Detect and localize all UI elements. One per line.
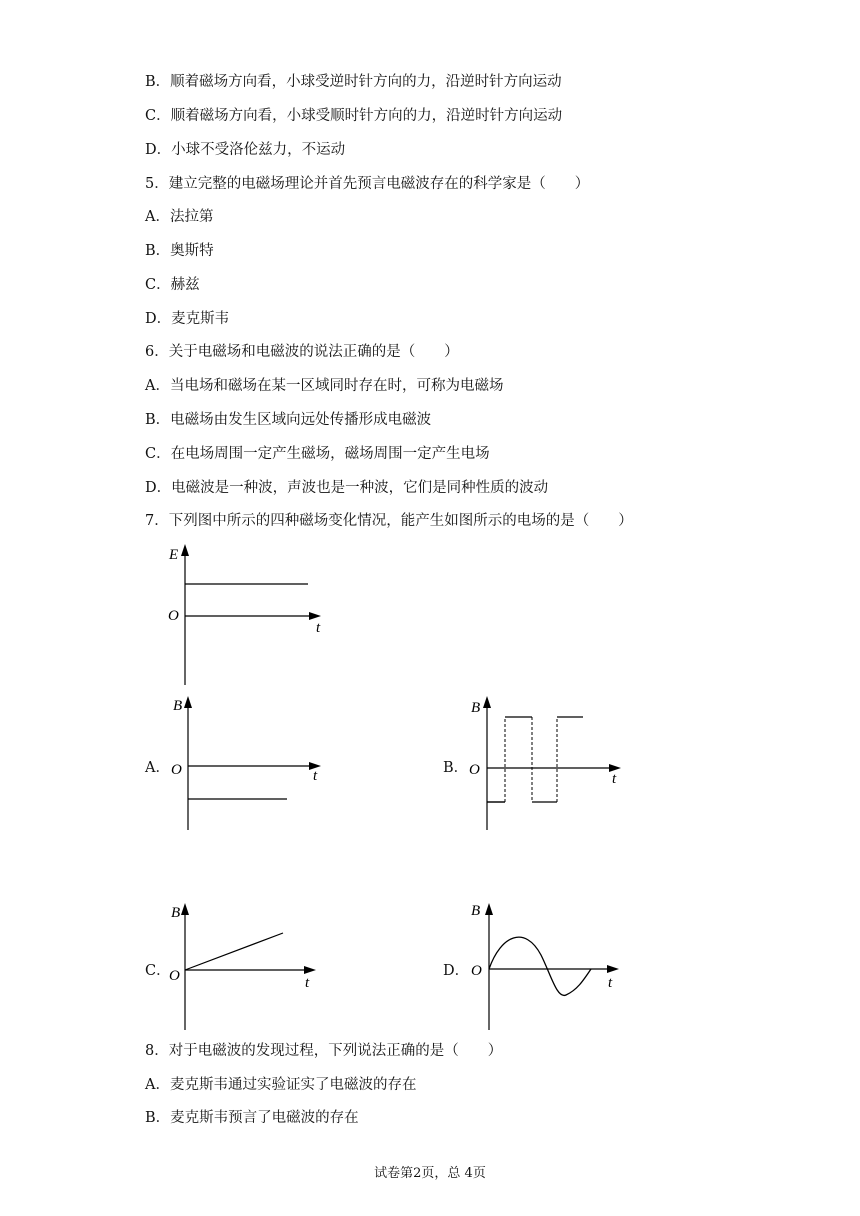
x-axis-label: t xyxy=(608,975,613,991)
y-arrow xyxy=(181,544,189,556)
option-a-label: A． xyxy=(145,760,170,776)
q6-stem: 6．关于电磁场和电磁波的说法正确的是（ ） xyxy=(145,344,459,360)
origin-label: O xyxy=(171,762,182,778)
y-axis-label: B xyxy=(471,903,481,919)
y-axis-label: B xyxy=(173,698,183,714)
option-d-graph xyxy=(465,895,635,1035)
q8-stem: 8．对于电磁波的发现过程，下列说法正确的是（ ） xyxy=(145,1043,503,1059)
x-axis-label: t xyxy=(316,620,321,636)
q4-option-d: D．小球不受洛伦兹力，不运动 xyxy=(145,142,346,158)
option-c-graph xyxy=(165,895,335,1035)
option-a-graph xyxy=(165,690,335,835)
page-footer: 试卷第2页，总 4页 xyxy=(374,1166,486,1181)
q6-option-b: B．电磁场由发生区域向远处传播形成电磁波 xyxy=(145,412,432,428)
x-axis-label: t xyxy=(305,975,310,991)
x-arrow xyxy=(309,612,321,620)
origin-label: O xyxy=(469,762,480,778)
q5-option-d: D．麦克斯韦 xyxy=(145,311,230,327)
q6-option-d: D．电磁波是一种波，声波也是一种波，它们是同种性质的波动 xyxy=(145,480,549,496)
y-axis-label: E xyxy=(169,547,179,563)
y-axis-label: B xyxy=(471,700,481,716)
q5-stem: 5．建立完整的电磁场理论并首先预言电磁波存在的科学家是（ ） xyxy=(145,176,590,192)
q6-option-c: C．在电场周围一定产生磁场，磁场周围一定产生电场 xyxy=(145,446,490,462)
b-increasing-line xyxy=(185,933,283,970)
x-axis-label: t xyxy=(313,768,318,784)
q5-option-a: A．法拉第 xyxy=(145,209,214,225)
option-b-graph xyxy=(465,690,635,835)
q5-option-c: C．赫兹 xyxy=(145,277,200,293)
y-axis-label: B xyxy=(171,905,181,921)
origin-label: O xyxy=(169,968,180,984)
x-axis-label: t xyxy=(612,771,617,787)
q7-stem: 7．下列图中所示的四种磁场变化情况，能产生如图所示的电场的是（ ） xyxy=(145,513,633,529)
q8-option-a: A．麦克斯韦通过实验证实了电磁波的存在 xyxy=(145,1077,417,1093)
option-c-label: C． xyxy=(145,963,171,979)
q5-option-b: B．奥斯特 xyxy=(145,243,214,259)
q4-option-c: C．顺着磁场方向看，小球受顺时针方向的力，沿逆时针方向运动 xyxy=(145,108,563,124)
origin-label: O xyxy=(471,963,482,979)
sine-curve xyxy=(489,937,591,995)
q4-option-b: B．顺着磁场方向看，小球受逆时针方向的力，沿逆时针方向运动 xyxy=(145,74,562,90)
q8-option-b: B．麦克斯韦预言了电磁波的存在 xyxy=(145,1110,359,1126)
option-b-label: B． xyxy=(443,760,469,776)
origin-label: O xyxy=(168,608,179,624)
e-t-graph xyxy=(160,540,340,690)
option-d-label: D． xyxy=(443,963,470,979)
q6-option-a: A．当电场和磁场在某一区域同时存在时，可称为电磁场 xyxy=(145,378,504,394)
